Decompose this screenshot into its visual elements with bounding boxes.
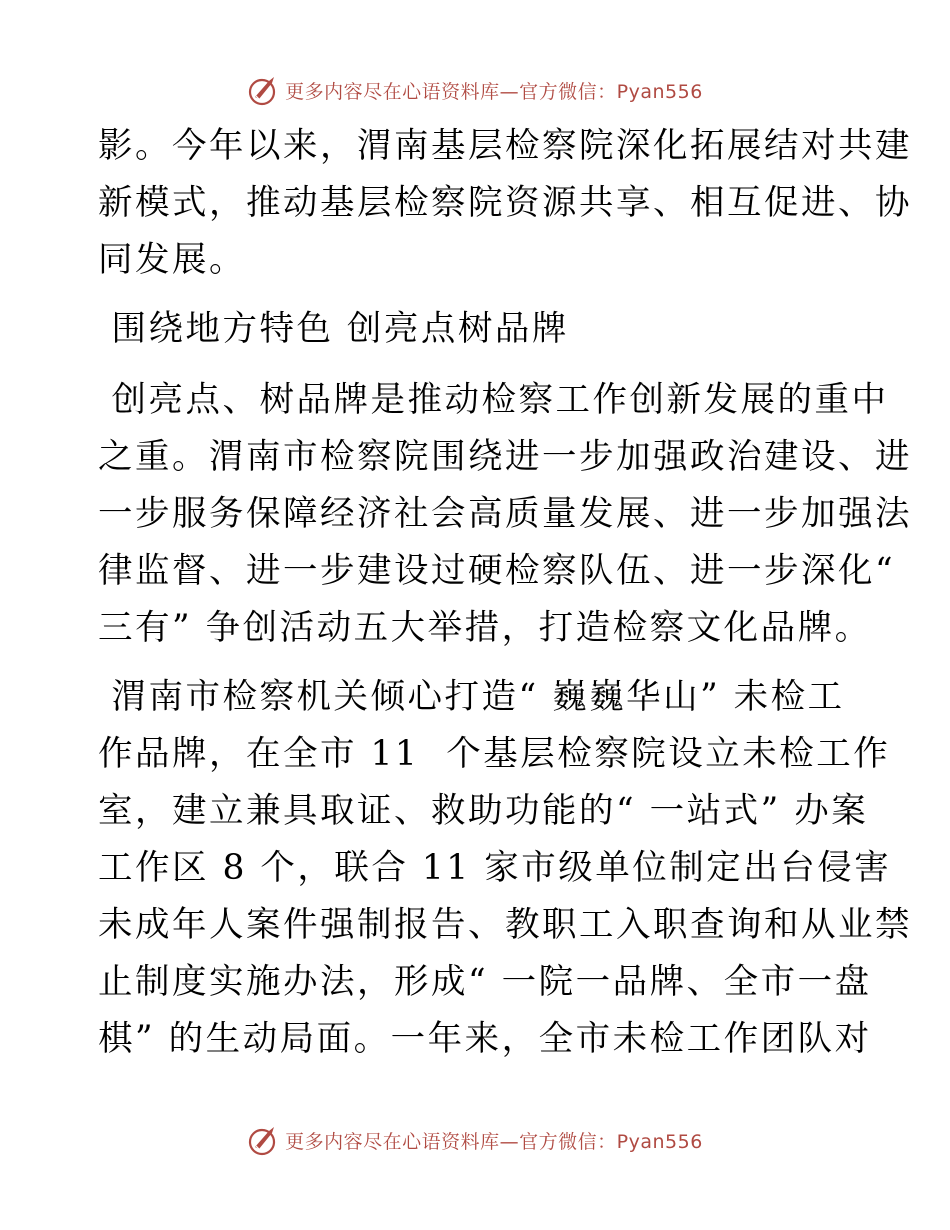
text-line: 之重。渭南市检察院围绕进一步加强政治建设、进 [98, 437, 912, 477]
text-line: 律监督、进一步建设过硬检察队伍、进一步深化“ [98, 551, 896, 591]
text-line: 同发展。 [98, 240, 246, 280]
text-line: 三有” 争创活动五大举措，打造检察文化品牌。 [98, 608, 872, 648]
paragraph-intro [98, 118, 912, 289]
text-line: 工作区 8 个，联合 11 家市级单位制定出台侵害 [98, 848, 892, 888]
footer-watermark [0, 1122, 950, 1158]
watermark-text: 更多内容尽在心语资料库—官方微信：Pyan556 [285, 1130, 703, 1153]
text-line: 一步服务保障经济社会高质量发展、进一步加强法 [98, 494, 912, 534]
text-line: 室，建立兼具取证、救助功能的“ 一站式” 办案 [98, 791, 869, 831]
text-line: 渭南市检察机关倾心打造“ 巍巍华山” 未检工 [98, 677, 845, 717]
text-line: 创亮点、树品牌是推动检察工作创新发展的重中 [98, 380, 889, 420]
text-line: 新模式，推动基层检察院资源共享、相互促进、协 [98, 183, 912, 223]
heading-text: 围绕地方特色 创亮点树品牌 [98, 309, 569, 349]
text-line: 未成年人案件强制报告、教职工入职查询和从业禁 [98, 905, 912, 945]
header-watermark [0, 72, 950, 108]
document-body [98, 118, 912, 1080]
text-line: 棋” 的生动局面。一年来，全市未检工作团队对 [98, 1019, 872, 1059]
pen-nib-logo-icon [247, 1123, 281, 1157]
section-heading [98, 301, 850, 358]
pen-nib-logo-icon [247, 73, 281, 107]
text-line: 作品牌，在全市 11 个基层检察院设立未检工作 [98, 734, 891, 774]
text-line: 影。今年以来，渭南基层检察院深化拓展结对共建 [98, 126, 912, 166]
paragraph-brand [98, 372, 912, 657]
text-line: 止制度实施办法，形成“ 一院一品牌、全市一盘 [98, 962, 872, 1002]
watermark-text: 更多内容尽在心语资料库—官方微信：Pyan556 [285, 80, 703, 103]
paragraph-juvenile [98, 669, 912, 1068]
